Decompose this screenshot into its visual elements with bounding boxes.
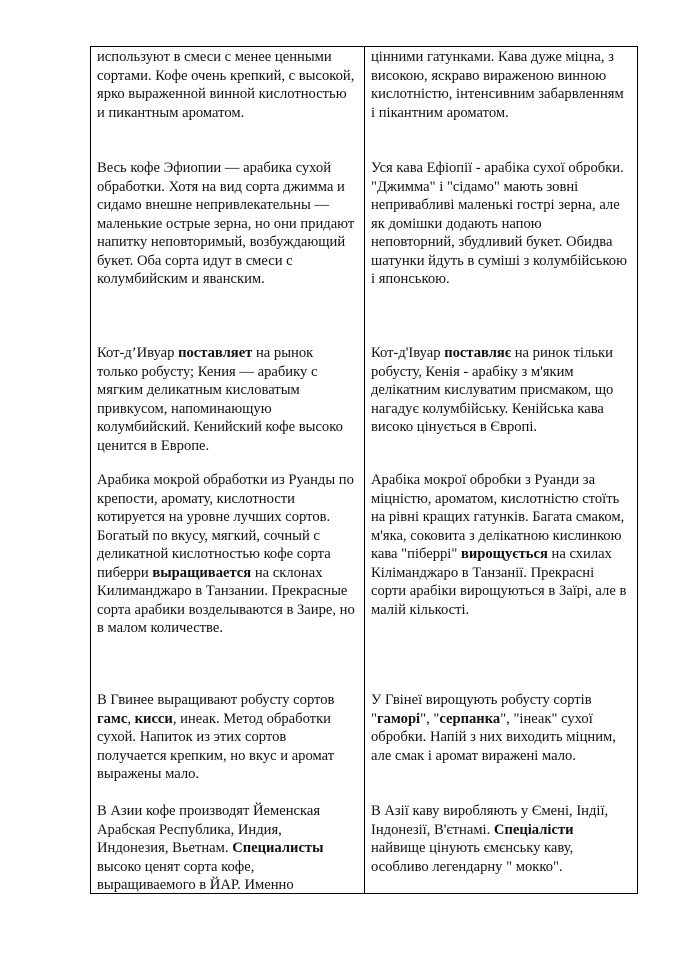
ru-paragraph-6: В Азии кофе производят Йеменская Арабская Республика, Индия, Индонезия, Вьетнам. Специалисты высоко ценят сорта кофе, выращиваемого в ЙАР. Именно (97, 803, 324, 893)
russian-column (91, 47, 364, 893)
ukrainian-column (365, 47, 637, 893)
translation-table (90, 46, 638, 894)
ru-paragraph-1: используют в смеси с менее ценными сортами. Кофе очень крепкий, с высокой, ярко выраженной винной кислотностью и пикантным ароматом. (97, 49, 355, 121)
ru-paragraph-3: Кот-д’Ивуар поставляет на рынок только робусту; Кения — арабику с мягким деликатным кисловатым привкусом, напоминающую колумбийский. Кенийский кофе высоко ценится в Европе. (97, 345, 343, 454)
ru-paragraph-5: В Гвинее выращивают робусту сортов гамс, кисси, инеак. Метод обработки сухой. Напиток из этих сортов получается крепким, но вкус и аромат выражены мало. (97, 692, 335, 782)
uk-paragraph-6: В Азії каву виробляють у Ємені, Індії, Індонезії, В'єтнамі. Спеціалісти найвище цінують ємєнську каву, особливо легендарну " мокко". (371, 803, 609, 875)
uk-paragraph-5: У Гвінеї вирощують робусту сортів "гаморі", "серпанка", "інеак" сухої обробки. Напій з них виходить міцним, але смак і аромат виражені мало. (371, 692, 616, 764)
uk-paragraph-3: Кот-д'Івуар поставляє на ринок тільки робусту, Кенія - арабіку з м'яким делікатним кислуватим присмаком, що нагадує колумбійську. Кенійська кава високо цінується в Європі. (371, 345, 614, 435)
uk-paragraph-2: Уся кава Ефіопії - арабіка сухої обробки. "Джимма" і "сідамо" мають зовні непривабливі маленькі гострі зерна, але як домішки додають напою неповторний, збудливий букет. Обидва шатунки йдуть в суміші з колумбійською і японською. (371, 160, 628, 287)
uk-paragraph-4: Арабіка мокрої обробки з Руанди за міцністю, ароматом, кислотністю стоїть на рівні кращих гатунків. Багата смаком, м'яка, соковита з делікатною кислинкою кава "піберрі" вирощується на схилах Кіліманджаро в Танзанії. Прекрасні сорти арабіки вирощуються в Заїрі, але в малій кількості. (371, 472, 627, 618)
uk-paragraph-1: цінними гатунками. Кава дуже міцна, з високою, яскраво вираженою винною кислотністю, інтенсивним забарвленням і пікантним ароматом. (371, 49, 624, 121)
ru-paragraph-2: Весь кофе Эфиопии — арабика сухой обработки. Хотя на вид сорта джимма и сидамо внешне непривлекательны — маленькие острые зерна, но они придают напитку неповторимый, возбуждающий букет. Оба сорта идут в смеси с колумбийским и яванским. (97, 160, 355, 287)
ru-paragraph-4: Арабика мокрой обработки из Руанды по крепости, аромату, кислотности котируется на уровне лучших сортов. Богатый по вкусу, мягкий, сочный с деликатной кислотностью кофе сорта пиберри выращивается на склонах Килиманджаро в Танзании. Прекрасные сорта арабики возделываются в Заире, но в малом количестве. (97, 472, 355, 636)
